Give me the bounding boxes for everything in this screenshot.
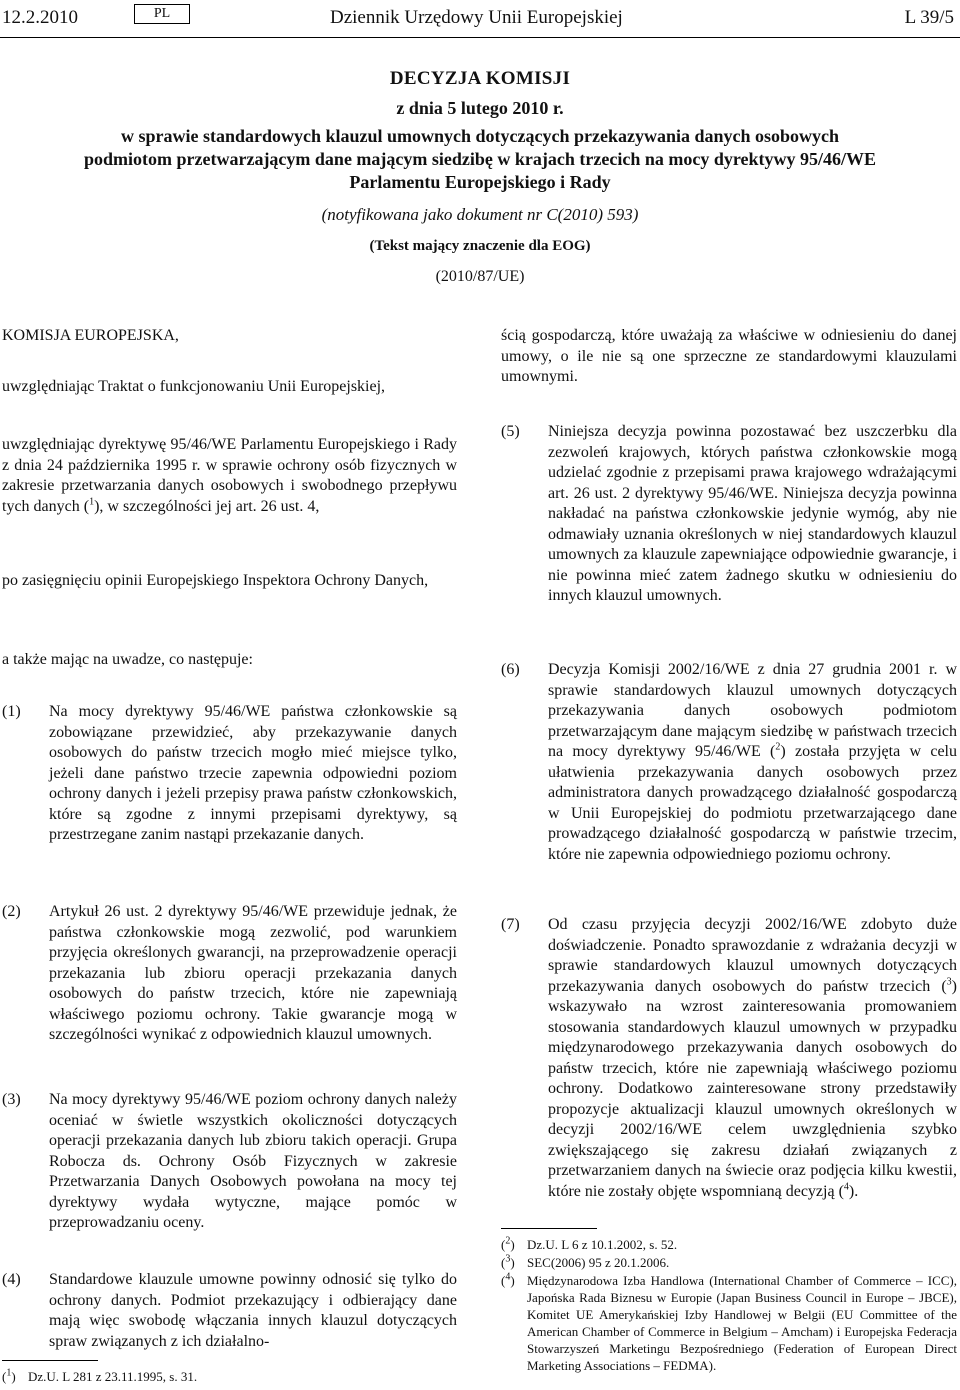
list-item [2,1090,457,1234]
page-number: L 39/5 [904,7,954,28]
item-text: Od czasu przyjęcia decyzji 2002/16/WE zdobyto duże doświadczenie. Ponadto sprawozdanie z wdrażania decyzji w sprawie standardowych klauzul umownych dotyczących przekazywania danych osobowych do państw trzecich ($^3$) wskazywało na wzrost zainteresowania promowaniem stosowania standardowych klauzul umownych w przypadku międzynarodowego przekazywania danych osobowych do państw trzecich, które nie zapewniają właściwego poziomu ochrony. Dodatkowo zainteresowane strony przedstawiły propozycje aktualizacji klauzul umownych określonych w decyzji 2002/16/WE celem uwzględnienia szybko zwiększającego się zakresu działań związanych z przetwarzaniem danych na świecie oraz podjęcia kilku kwestii, które nie zostały objęte wspomnianą decyzją ($^4$). [548,916,957,1200]
left-column [2,0,457,1390]
reference-number: (2010/87/UE) [435,268,525,285]
header-date: 12.2.2010 [2,7,78,28]
footnote-text: SEC(2006) 95 z 20.1.2006. [527,1255,670,1270]
right-column [501,0,957,1390]
decision-date: z dnia 5 lutego 2010 r. [396,98,564,118]
item-text: Niniejsza decyzja powinna pozostawać bez uszczerbku dla zezwoleń krajowych, których państwa członkowskie mogą udzielać zgodnie z przepisami prawa krajowego wdrażającymi art. 26 ust. 2 dyrektywy 95/46/WE. Niniejsza decyzja powinna nakładać na państwa członkowskie jedynie wymóg, aby nie odmawiały uznania określonych w niej standardowych klauzul umownych za klauzule zapewniające odpowiednie gwarancje, i nie powinna mieć zatem żadnego skutku w odniesieniu do innych klauzul umownych. [548,423,957,604]
footnote: ($^2$) Dz.U. L 6 z 10.1.2002, s. 52. [501,1236,957,1253]
language-box: PL [134,4,190,24]
notification-note: (notyfikowana jako dokument nr C(2010) 593) [321,205,639,224]
recital-treaty: uwzględniając Traktat o funkcjonowaniu Unii Europejskiej, [2,378,386,395]
eea-relevance: (Tekst mający znaczenie dla EOG) [369,238,591,254]
item-number: (2) [2,903,21,920]
continued-paragraph: ścią gospodarczą, które uważają za właściwe w odniesieniu do danej umowy, o ile nie są one sprzeczne ze standardowymi klauzulami umownymi. [501,327,957,385]
item-text: Standardowe klauzule umowne powinny odnosić się tylko do ochrony danych. Podmiot przekazujący i odbierający dane mają więc swobodę włączania innych klauzul dotyczących spraw związanych z ich działalno- [49,1271,457,1350]
footnote-rule [501,1228,597,1229]
list-item [2,702,457,846]
list-item [501,660,957,865]
item-text: Na mocy dyrektywy 95/46/WE poziom ochrony danych należy oceniać w świetle wszystkich okoliczności dotyczących operacji przekazania danych lub zbioru takich operacji. Grupa Robocza ds. Ochrony Osób Fizycznych w zakresie Przetwarzania Danych Osobowych powołana na mocy tej dyrektywy wydała wytyczne, mające pomóc w przeprowadzaniu oceny. [49,1091,457,1231]
item-number: (4) [2,1271,21,1288]
footnote: ($^1$) Dz.U. L 281 z 23.11.1995, s. 31. [2,1368,457,1385]
list-item [501,422,957,607]
footnote-text: Dz.U. L 281 z 23.11.1995, s. 31. [28,1369,198,1384]
item-number: (6) [501,661,520,678]
commission-heading: KOMISJA EUROPEJSKA, [2,327,179,344]
item-text: Decyzja Komisji 2002/16/WE z dnia 27 grudnia 2001 r. w sprawie standardowych klauzul umownych dotyczących przekazywania danych osobowych podmiotom przetwarzającym dane mającym siedzibę w państwach trzecich na mocy dyrektywy 95/46/WE ($^2$) została przyjęta w celu ułatwienia przekazywania danych osobowych przez administratora danych prowadzącego działalność gospodarczą w Unii Europejskiej do podmiotu przetwarzającego dane prowadzącego działalność gospodarczą w państwie trzecim, które nie zapewnia odpowiedniego poziomu ochrony. [548,661,957,863]
item-number: (1) [2,703,21,720]
item-number: (3) [2,1091,21,1108]
footnote: ($^3$) SEC(2006) 95 z 20.1.2006. [501,1254,957,1271]
footnote: ($^4$) Międzynarodowa Izba Handlowa (International Chamber of Commerce – ICC), Japońska Rada Biznesu w Europie (Japan Business Council in Europe – JBCE), Komitet UE Amerykańskiej Izby Handlowej w Belgii (EU Committee of the American Chamber of Commerce in Belgium – Amcham) i Europejska Federacja Stowarzyszeń Marketingu Bezpośredniego (Federation of European Direct Marketing Associations – FEDMA). [501,1271,957,1373]
footnote-text: Dz.U. L 6 z 10.1.2002, s. 52. [527,1237,678,1252]
whereas-intro: a także mając na uwadze, co następuje: [2,651,253,668]
item-text: Na mocy dyrektywy 95/46/WE państwa członkowskie są zobowiązane przewidzieć, aby przekazywanie danych osobowych do państw trzecich mogło mieć miejsce tylko, jeżeli dane państwo trzecie zapewnia odpowiedni poziom ochrony danych i jeżeli przepisy prawa państw członkowskich, które są zgodne z innymi przepisami dyrektywy, są przestrzegane zanim nastąpi przekazanie danych. [49,703,457,843]
recital-supervisor: po zasięgnięciu opinii Europejskiego Inspektora Ochrony Danych, [2,572,429,589]
item-number: (7) [501,916,520,933]
journal-title: Dziennik Urzędowy Unii Europejskiej [330,7,623,28]
item-text: Artykuł 26 ust. 2 dyrektywy 95/46/WE przewiduje jednak, że państwa członkowskie mogą zezwolić, pod warunkiem przyjęcia określonych gwarancji, na przeprowadzenie operacji przekazania lub zbioru operacji przekazania danych osobowych do państw trzecich, które nie zapewniają właściwego poziomu ochrony. Takie gwarancje mogą w szczególności wynikać z odpowiednich klauzul umownych. [49,903,457,1043]
footnote-text: Międzynarodowa Izba Handlowa (International Chamber of Commerce – ICC), Japońska Rada Biznesu w Europie (Japan Business Council in Europe – JBCE), Komitet UE Amerykańskiej Izby Handlowej w Belgii (EU Committee of the American Chamber of Commerce in Belgium – Amcham) i Europejska Federacja Stowarzyszeń Marketingu Bezpośredniego (Federation of European Direct Marketing Associations – FEDMA). [527,1273,957,1373]
decision-title: DECYZJA KOMISJI [389,68,571,89]
list-item [2,902,457,1046]
list-item [501,915,957,1202]
recital-directive: uwzględniając dyrektywę 95/46/WE Parlamentu Europejskiego i Rady z dnia 24 października 1995 r. w sprawie ochrony osób fizycznych w zakresie przetwarzania danych osobowych i swobodnego przepływu tych danych ($^1$), w szczególności jej art. 26 ust. 4, [2,436,457,515]
list-item [2,1270,457,1352]
item-number: (5) [501,423,520,440]
decision-subject: w sprawie standardowych klauzul umownych dotyczących przekazywania danych osobowych podmiotom przetwarzającym dane mającym siedzibę w krajach trzecich na mocy dyrektywy 95/46/WE Parlamentu Europejskiego i Rady [83,126,877,192]
footnote-rule [2,1360,98,1361]
